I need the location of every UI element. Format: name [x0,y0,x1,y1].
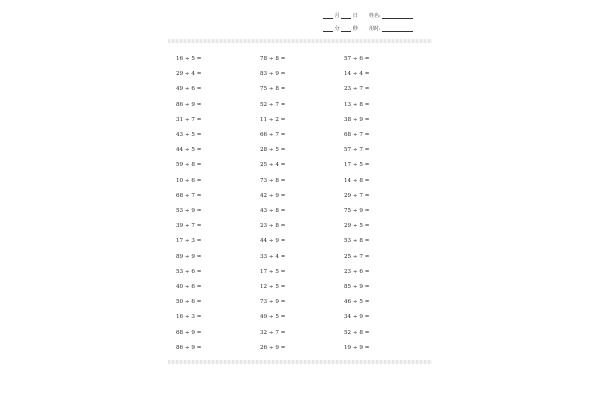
minute-label: 分 [334,26,340,32]
division-problem: 73 ÷ 9 = [260,299,286,306]
name-label: 姓名: [369,13,381,19]
second-blank[interactable] [341,26,351,32]
division-problem: 68 ÷ 7 = [176,192,202,199]
division-problem: 16 ÷ 3 = [176,314,202,321]
division-problem: 89 ÷ 9 = [176,253,202,260]
division-problem: 14 ÷ 8 = [344,177,370,184]
division-problem: 57 ÷ 7 = [344,147,370,154]
division-problem: 39 ÷ 7 = [176,223,202,230]
division-problem: 23 ÷ 6 = [344,268,370,275]
bottom-divider [168,360,432,364]
division-problem: 19 ÷ 9 = [344,344,370,351]
division-problem: 17 ÷ 3 = [176,238,202,245]
name-blank[interactable] [382,13,413,19]
division-problem: 53 ÷ 8 = [344,238,370,245]
division-problem: 34 ÷ 9 = [344,314,370,321]
division-problem: 29 ÷ 4 = [176,71,202,78]
month-blank[interactable] [323,13,333,19]
division-problem: 46 ÷ 5 = [344,299,370,306]
division-problem: 49 ÷ 6 = [176,86,202,93]
division-problem: 16 ÷ 5 = [176,56,202,62]
division-problem: 73 ÷ 8 = [260,177,286,184]
division-problem: 78 ÷ 8 = [260,56,286,62]
time-used-blank[interactable] [382,26,413,32]
division-problem: 32 ÷ 7 = [260,329,286,336]
division-problem: 26 ÷ 9 = [260,344,286,351]
division-problem: 14 ÷ 4 = [344,71,370,78]
division-problem: 68 ÷ 7 = [344,132,370,138]
minute-blank[interactable] [323,26,333,32]
division-problem: 86 ÷ 9 = [176,344,202,351]
worksheet [168,0,432,400]
division-problem: 57 ÷ 6 = [344,56,370,62]
month-label: 月 [334,13,340,19]
division-problem: 49 ÷ 5 = [260,314,286,321]
division-problem: 25 ÷ 4 = [260,162,286,169]
division-problem: 42 ÷ 9 = [260,192,286,199]
division-problem: 10 ÷ 6 = [176,177,202,184]
division-problem: 29 ÷ 5 = [344,223,370,230]
division-problem: 17 ÷ 5 = [344,162,370,169]
duration-field [323,25,358,32]
division-problem: 13 ÷ 8 = [344,101,370,108]
division-problem: 86 ÷ 9 = [176,101,202,108]
division-problem: 44 ÷ 5 = [176,147,202,154]
date-field [323,12,358,19]
division-problem: 68 ÷ 9 = [176,329,202,336]
division-problem: 75 ÷ 9 = [344,208,370,214]
division-problem: 50 ÷ 6 = [176,299,202,306]
day-label: 日 [352,13,358,19]
top-divider [168,39,432,43]
division-problem: 53 ÷ 6 = [176,268,202,275]
division-problem: 40 ÷ 6 = [176,284,202,290]
division-problem: 43 ÷ 5 = [176,132,202,138]
division-problem: 11 ÷ 2 = [260,116,286,123]
day-blank[interactable] [341,13,351,19]
second-label: 秒 [352,26,358,32]
division-problem: 43 ÷ 8 = [260,208,286,214]
division-problem: 23 ÷ 8 = [260,223,286,230]
division-problem: 85 ÷ 9 = [344,284,370,290]
division-problem: 17 ÷ 5 = [260,268,286,275]
division-problem: 44 ÷ 9 = [260,238,286,245]
time-used-field [369,25,413,32]
division-problem: 66 ÷ 7 = [260,132,286,138]
division-problem: 52 ÷ 7 = [260,101,286,108]
division-problem: 33 ÷ 4 = [260,253,286,260]
division-problem: 25 ÷ 7 = [344,253,370,260]
division-problem: 75 ÷ 8 = [260,86,286,93]
division-problem: 83 ÷ 9 = [260,71,286,78]
division-problem: 23 ÷ 7 = [344,86,370,93]
division-problem: 28 ÷ 5 = [260,147,286,154]
division-problem: 52 ÷ 8 = [344,329,370,336]
division-problem: 31 ÷ 7 = [176,116,202,123]
division-problem: 38 ÷ 9 = [344,116,370,123]
division-problem: 53 ÷ 9 = [176,208,202,214]
division-problem: 59 ÷ 8 = [176,162,202,169]
division-problem: 29 ÷ 7 = [344,192,370,199]
name-field [369,12,413,19]
time-used-label: 用时: [369,26,381,32]
division-problem: 12 ÷ 5 = [260,284,286,290]
